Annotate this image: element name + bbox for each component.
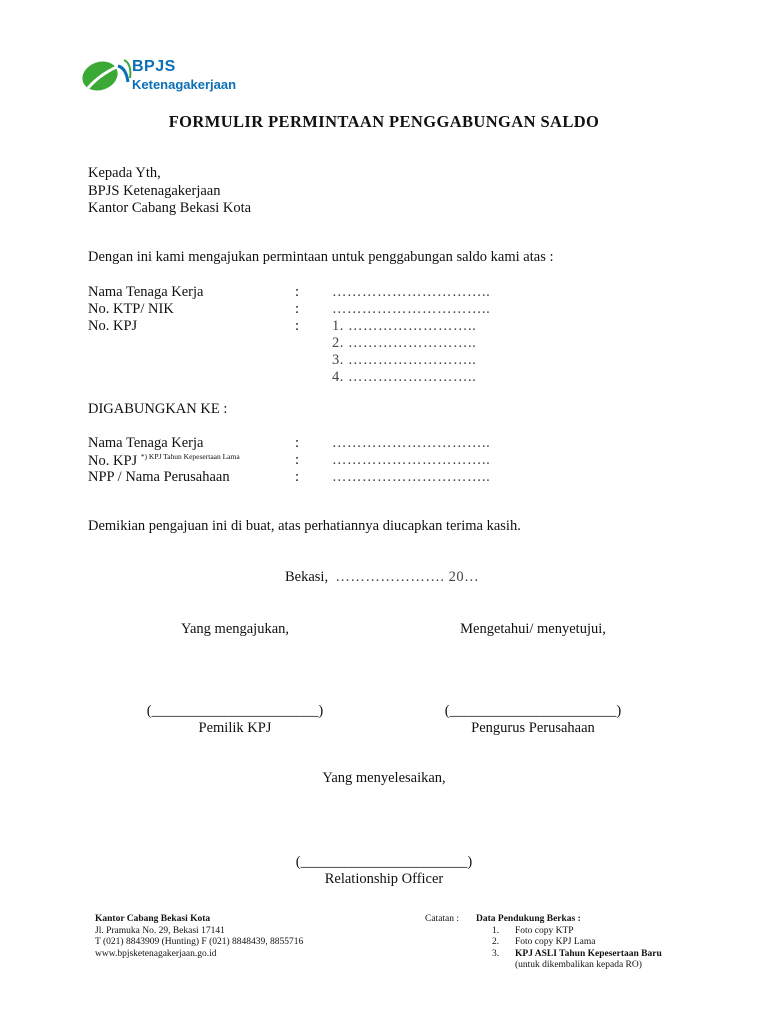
signer-left-title: Yang mengajukan, [180, 621, 290, 637]
signer-right-name: Pengurus Perusahaan [471, 720, 595, 736]
nama-tenaga-kerja-field-2[interactable]: ………………………….. [332, 435, 491, 451]
footer-office-name: Kantor Cabang Bekasi Kota [95, 914, 211, 924]
digabungkan-heading: DIGABUNGKAN KE : [88, 401, 228, 417]
kpj-field-3[interactable]: 3. …………………….. [332, 352, 477, 368]
footer-web[interactable]: www.bpjsketenagakerjaan.go.id [95, 948, 217, 959]
colon: : [295, 469, 300, 485]
nama-tenaga-kerja-label: Nama Tenaga Kerja [88, 284, 204, 300]
no-kpj-field-2[interactable]: ………………………….. [332, 452, 491, 468]
doc-item-sub: (untuk dikembalikan kepada RO) [515, 960, 642, 970]
footer-address: Jl. Pramuka No. 29, Bekasi 17141 [95, 925, 225, 936]
doc-item-text-2: Foto copy KPJ Lama [515, 937, 596, 947]
signer-bottom-name: Relationship Officer [324, 871, 444, 887]
intro-text: Dengan ini kami mengajukan permintaan untuk penggabungan saldo kami atas : [88, 249, 554, 265]
footer-phone: T (021) 8843909 (Hunting) F (021) 8848439, 8855716 [95, 937, 304, 947]
no-kpj-label-text: No. KPJ [88, 453, 138, 469]
bpjs-leaf-icon [80, 58, 132, 98]
bpjs-logo [80, 58, 280, 98]
form-title: FORMULIR PERMINTAAN PENGGABUNGAN SALDO [168, 112, 600, 131]
footer-office-block [95, 914, 303, 960]
ktp-nik-label: No. KTP/ NIK [88, 301, 174, 317]
doc-item-text-3: KPJ ASLI Tahun Kepesertaan Baru [515, 948, 662, 959]
colon: : [295, 318, 300, 334]
no-kpj-label-2 [88, 452, 240, 470]
doc-item-num-3: 3. [492, 948, 500, 959]
signature-line-right[interactable]: (_______________________) [444, 703, 622, 719]
recipient-line-2: BPJS Ketenagakerjaan [88, 183, 221, 199]
colon: : [295, 452, 300, 468]
signer-bottom-title: Yang menyelesaikan, [322, 770, 446, 786]
doc-item-num-2: 2. [492, 937, 500, 947]
kpj-field-1[interactable]: 1. …………………….. [332, 318, 477, 334]
logo-sub-text: Ketenagakerjaan [132, 77, 237, 92]
closing-text: Demikian pengajuan ini di buat, atas perhatiannya diucapkan terima kasih. [88, 518, 521, 534]
no-kpj-label: No. KPJ [88, 318, 138, 334]
ktp-nik-field[interactable]: ………………………….. [332, 301, 491, 317]
footer-note-label: Catatan : [425, 914, 460, 924]
recipient-line-3: Kantor Cabang Bekasi Kota [88, 200, 252, 216]
place-date [285, 569, 479, 586]
signature-line-bottom[interactable]: (_______________________) [295, 854, 473, 870]
date-field[interactable]: …………………. 20… [335, 569, 480, 585]
footer-docs-title: Data Pendukung Berkas : [476, 914, 581, 924]
doc-item-num-1: 1. [492, 925, 500, 936]
city: Bekasi, [285, 569, 329, 585]
logo-brand-text: BPJS [132, 58, 176, 75]
kpj-field-2[interactable]: 2. …………………….. [332, 335, 477, 351]
recipient-line-1: Kepada Yth, [88, 165, 161, 181]
kpj-note: *) KPJ Tahun Kepesertaan Lama [140, 452, 240, 461]
nama-tenaga-kerja-field[interactable]: ………………………….. [332, 284, 491, 300]
doc-item-text-1: Foto copy KTP [515, 925, 574, 936]
signer-right-title: Mengetahui/ menyetujui, [460, 621, 606, 637]
npp-nama-perusahaan-label: NPP / Nama Perusahaan [88, 469, 230, 485]
colon: : [295, 284, 300, 300]
kpj-field-4[interactable]: 4. …………………….. [332, 369, 477, 385]
signer-left-name: Pemilik KPJ [198, 720, 272, 736]
colon: : [295, 301, 300, 317]
signature-line-left[interactable]: (_______________________) [146, 703, 324, 719]
colon: : [295, 435, 300, 451]
npp-nama-perusahaan-field[interactable]: ………………………….. [332, 469, 491, 485]
nama-tenaga-kerja-label-2: Nama Tenaga Kerja [88, 435, 204, 451]
